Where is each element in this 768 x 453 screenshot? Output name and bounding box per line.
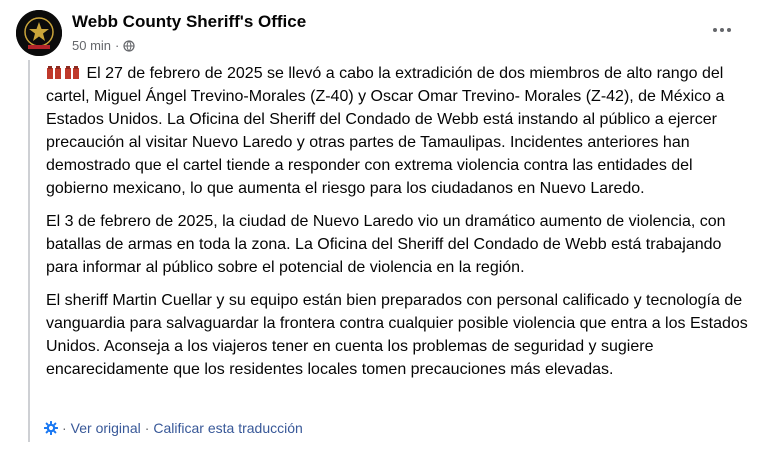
post-time[interactable]: 50 min bbox=[72, 38, 112, 53]
more-horizontal-icon bbox=[713, 28, 717, 32]
rate-translation-link[interactable]: Calificar esta traducción bbox=[153, 420, 303, 436]
sheriff-badge-logo bbox=[16, 10, 62, 56]
avatar[interactable] bbox=[16, 10, 62, 56]
globe-icon bbox=[123, 40, 135, 52]
meta-separator: · bbox=[115, 38, 120, 53]
translation-footer bbox=[44, 420, 303, 436]
post-paragraph-1 bbox=[46, 62, 750, 200]
red-buildings-emoji bbox=[46, 63, 62, 77]
page-name-link[interactable]: Webb County Sheriff's Office bbox=[72, 12, 307, 31]
footer-separator-2: · bbox=[144, 420, 150, 436]
red-buildings-emoji bbox=[64, 63, 80, 77]
post-body bbox=[28, 60, 752, 442]
more-options-button[interactable] bbox=[708, 18, 736, 42]
gear-icon bbox=[44, 421, 58, 435]
post-paragraph-1-text: El 27 de febrero de 2025 se llevó a cabo la extradición de dos miembros de alto rango del cartel, Miguel Ángel Trevino-Morales (Z-40) y Oscar Omar Trevino- Morales (Z-42), de México a Estados Unidos. La Oficina del Sheriff del Condado de Webb está instando al público a ejercer precaución al visitar Nuevo Laredo y otras partes de Tamaulipas. Incidentes anteriores han demostrado que el cartel tiende a responder con extrema violencia contra las entidades del gobierno mexicano, lo que aumenta el riesgo para los ciudadanos en Nuevo Laredo. bbox=[46, 65, 725, 197]
post-paragraph-3: El sheriff Martin Cuellar y su equipo están bien preparados con personal calificado y tecnología de vanguardia para salvaguardar la frontera contra cualquier posible violencia que entra a los Estados Unidos. Aconseja a los viajeros tener en cuenta los problemas de seguridad y sugiere encarecidamente que los residentes locales tomen precauciones más elevadas. bbox=[46, 292, 748, 378]
post-paragraph-2: El 3 de febrero de 2025, la ciudad de Nuevo Laredo vio un dramático aumento de violencia, con batallas de armas en toda la zona. La Oficina del Sheriff del Condado de Webb está trabajando para informar al público sobre el potencial de violencia en la región. bbox=[46, 213, 726, 276]
post-header bbox=[16, 10, 752, 58]
footer-separator-1: · bbox=[62, 420, 67, 436]
see-original-link[interactable]: Ver original bbox=[70, 420, 141, 436]
post-meta bbox=[72, 38, 135, 53]
